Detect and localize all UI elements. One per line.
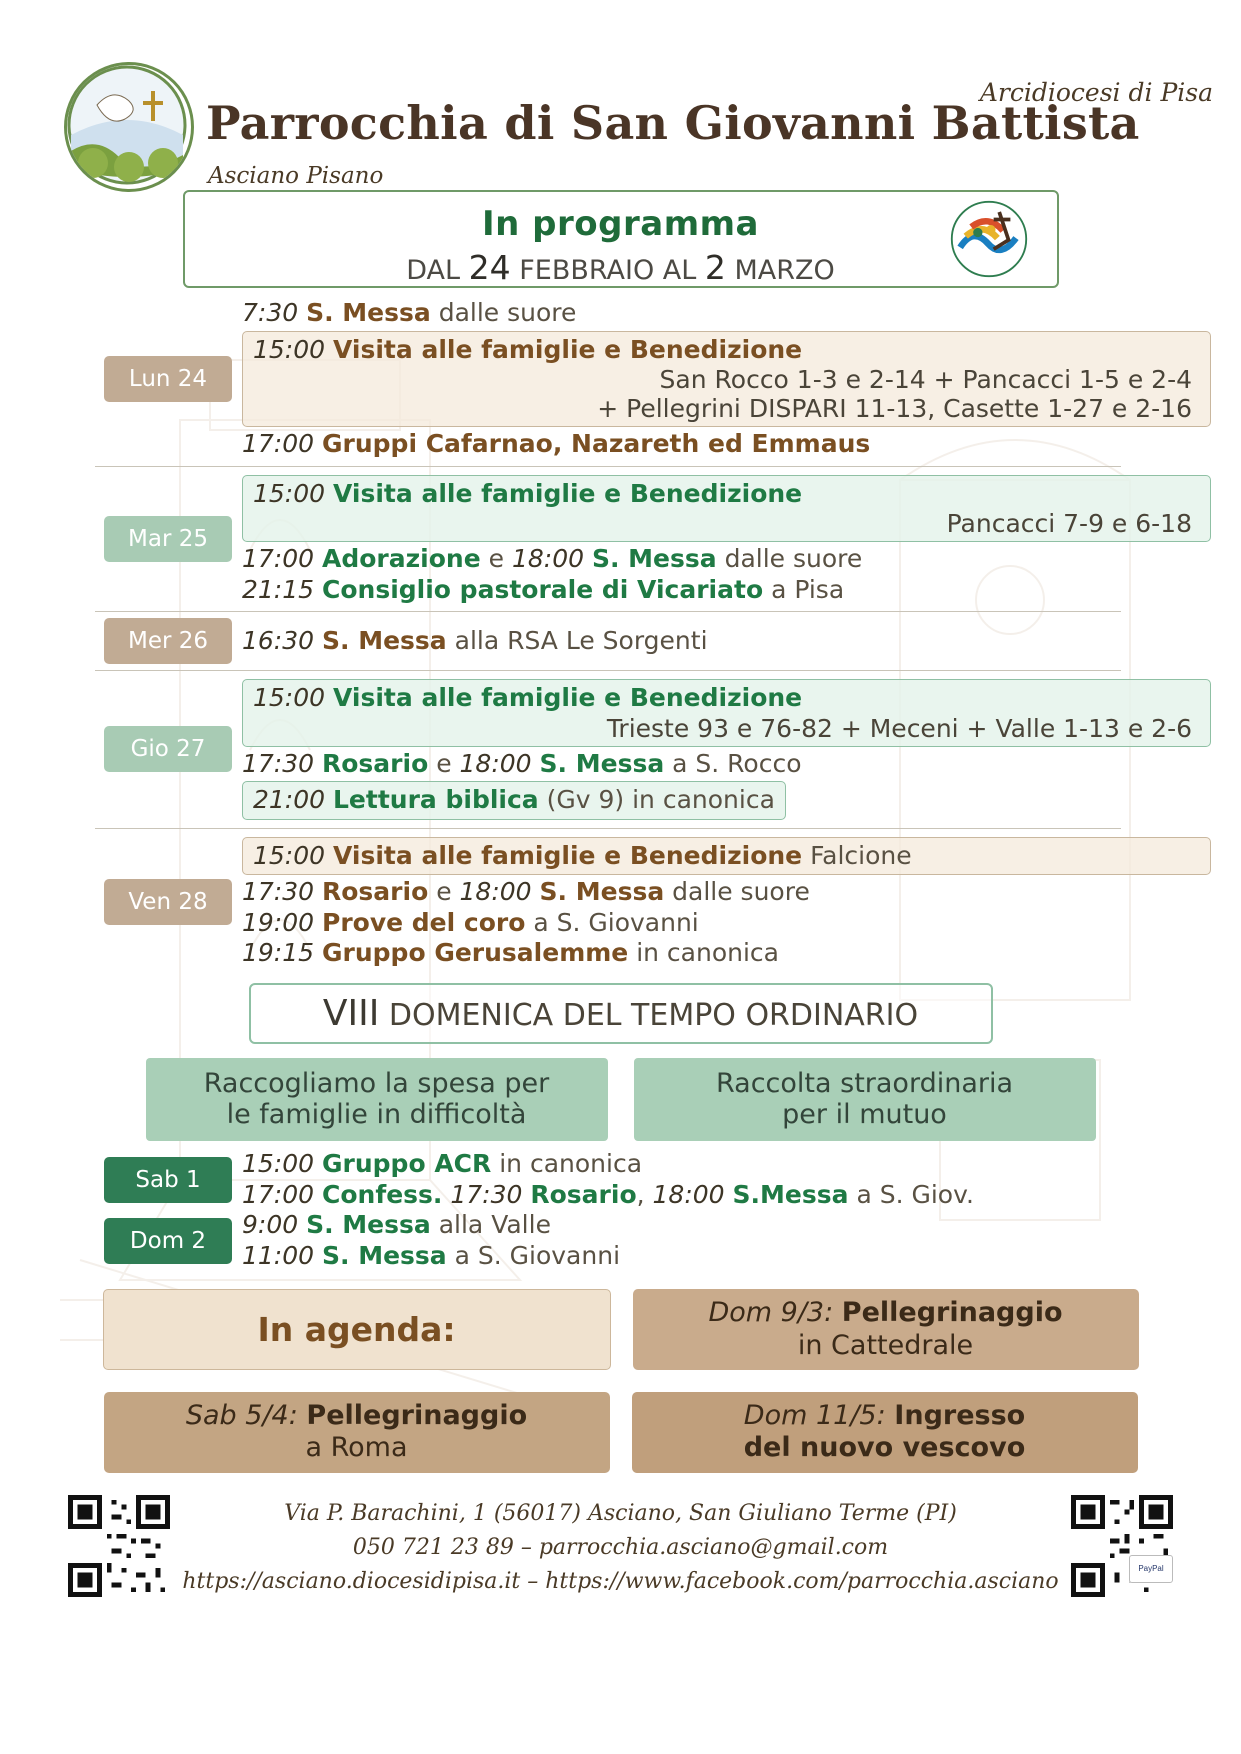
- event-title: Visita alle famiglie e Benedizione: [333, 478, 803, 508]
- footer-links[interactable]: https://asciano.diocesidipisa.it – https://www.facebook.com/parrocchia.asciano: [182, 1568, 1059, 1594]
- event-line: [242, 429, 1211, 460]
- weekly-schedule: [0, 298, 1241, 969]
- event-time: 7:30: [242, 298, 307, 327]
- day-events: [242, 626, 1241, 657]
- event-detail: in canonica: [628, 938, 779, 967]
- event-line: [242, 575, 1211, 606]
- event-time: 15:00: [242, 1149, 322, 1179]
- collection-box: [146, 1058, 608, 1142]
- agenda-item-date: Dom 9/3:: [708, 1297, 842, 1329]
- event-title: S. Messa: [322, 1240, 447, 1270]
- banner-date-range: [185, 248, 1057, 287]
- event-addresses-1: San Rocco 1-3 e 2-14 + Pancacci 1-5 e 2-4: [659, 365, 1192, 394]
- event-time: 19:15: [242, 938, 322, 967]
- day-row: [0, 1149, 1241, 1210]
- event-title: Gruppi Cafarnao, Nazareth ed Emmaus: [322, 429, 871, 458]
- event-line: [242, 544, 1211, 575]
- agenda-item-line-1: [744, 1400, 1025, 1432]
- event-detail: dalle suore: [716, 544, 863, 573]
- agenda-item-line-2: del nuovo vescovo: [743, 1432, 1026, 1464]
- event-detail: (Gv 9) in canonica: [538, 785, 775, 814]
- event-conj: e: [480, 544, 512, 573]
- range-month-1: FEBBRAIO AL: [510, 255, 705, 286]
- parish-logo-icon: [64, 62, 194, 192]
- paypal-badge: PayPal: [1129, 1555, 1173, 1583]
- day-row: [0, 677, 1241, 822]
- event-conj: e: [428, 748, 460, 778]
- jubilee-2025-logo-icon: [937, 199, 1041, 279]
- agenda-item: [104, 1392, 610, 1473]
- day-events: [242, 473, 1241, 606]
- event-line: [253, 479, 1200, 510]
- event-line: [253, 335, 1200, 366]
- day-chip: Mar 25: [104, 516, 232, 562]
- event-title: Lettura biblica: [333, 785, 539, 814]
- event-title: Gruppo Gerusalemme: [322, 938, 629, 967]
- collection-line-1: Raccolta straordinaria: [715, 1067, 1014, 1099]
- day-events: [242, 1149, 1241, 1210]
- agenda-item-line-2: in Cattedrale: [797, 1329, 974, 1361]
- agenda-item-date: Sab 5/4:: [185, 1400, 307, 1431]
- event-time: 17:00: [242, 1179, 322, 1209]
- event-time: 15:00: [253, 840, 333, 870]
- event-box: [242, 331, 1211, 428]
- page-title: Parrocchia di San Giovanni Battista: [206, 96, 1140, 150]
- day-chip: Gio 27: [104, 726, 232, 772]
- event-title-2: Rosario: [530, 1179, 637, 1209]
- event-box: [242, 837, 1211, 876]
- agenda-item-label: Pellegrinaggio: [306, 1400, 528, 1431]
- event-time-2: 17:30: [450, 1179, 531, 1209]
- range-day-1: 24: [468, 248, 511, 287]
- sunday-title-text: DOMENICA DEL TEMPO ORDINARIO: [379, 997, 919, 1033]
- agenda-item: [633, 1289, 1139, 1370]
- event-time: 21:15: [242, 574, 322, 604]
- banner-heading: In programma: [481, 204, 759, 244]
- agenda-title-box: [103, 1289, 611, 1370]
- event-box: [242, 475, 1211, 543]
- parish-location: Asciano Pisano: [208, 163, 384, 189]
- event-line: [242, 1180, 1211, 1211]
- event-line: [253, 683, 1200, 714]
- divider: [95, 670, 1121, 671]
- agenda-section: [0, 1289, 1241, 1473]
- event-conj: e: [428, 877, 460, 906]
- event-time: 15:00: [253, 478, 333, 508]
- event-time-2: 18:00: [459, 877, 540, 906]
- event-title: Gruppo ACR: [322, 1149, 492, 1179]
- range-day-2: 2: [704, 248, 726, 287]
- range-prefix: DAL: [406, 255, 469, 286]
- agenda-item-date: Dom 11/5:: [743, 1400, 895, 1431]
- event-line: [242, 298, 1211, 329]
- divider: [95, 466, 1121, 467]
- event-detail: dalle suore: [664, 877, 810, 906]
- event-title: Visita alle famiglie e Benedizione: [333, 840, 803, 870]
- qr-code-icon[interactable]: [68, 1495, 170, 1597]
- event-time: 15:00: [253, 683, 333, 712]
- divider: [95, 828, 1121, 829]
- diocese-label: Arcidiocesi di Pisa: [979, 78, 1213, 107]
- collection-line-2: le famiglie in difficoltà: [226, 1099, 527, 1131]
- agenda-item-line-1: [708, 1297, 1062, 1329]
- agenda-item: [632, 1392, 1138, 1473]
- event-title: Adorazione: [322, 544, 481, 573]
- event-detail: a S. Giov.: [848, 1179, 974, 1209]
- sunday-title-band: [249, 983, 993, 1044]
- event-line: [253, 785, 775, 816]
- event-time: 21:00: [253, 785, 333, 814]
- day-events: [242, 677, 1241, 822]
- event-detail: dalle suore: [430, 298, 577, 327]
- page-header: [0, 0, 1241, 190]
- event-box: [242, 679, 1211, 747]
- event-line: [242, 1241, 1211, 1272]
- program-banner: [183, 190, 1059, 288]
- day-events: [242, 298, 1241, 460]
- event-title-3: S.Messa: [732, 1179, 849, 1209]
- day-events: [242, 1210, 1241, 1271]
- page-footer: [0, 1489, 1241, 1639]
- event-time: 17:00: [242, 544, 322, 573]
- event-title-2: S. Messa: [539, 877, 665, 906]
- event-title: S. Messa: [306, 298, 431, 327]
- event-time: 17:30: [242, 748, 322, 778]
- event-detail: a S. Giovanni: [446, 1240, 621, 1270]
- event-detail: in canonica: [491, 1149, 643, 1179]
- event-line: [242, 908, 1211, 939]
- event-time: 16:30: [242, 625, 322, 655]
- day-row: [0, 1210, 1241, 1271]
- event-title-2: S. Messa: [591, 544, 717, 573]
- event-addresses-2: + Pellegrini DISPARI 11-13, Casette 1-27 e 2-16: [597, 394, 1192, 423]
- event-addresses-1: Trieste 93 e 76-82 + Meceni + Valle 1-13 e 2-6: [606, 713, 1192, 743]
- event-line: [242, 749, 1211, 780]
- event-detail: a S. Giovanni: [525, 907, 699, 937]
- event-line: [242, 1210, 1211, 1241]
- event-line: [253, 841, 1200, 872]
- divider: [95, 611, 1121, 612]
- event-detail: alla Valle: [430, 1210, 551, 1240]
- collections: [0, 1058, 1241, 1142]
- footer-contacts: [0, 1489, 1241, 1599]
- event-title: Rosario: [322, 748, 429, 778]
- collection-box: [634, 1058, 1096, 1142]
- agenda-item-label: Pellegrinaggio: [841, 1297, 1063, 1329]
- agenda-item-label: Ingresso: [894, 1400, 1026, 1431]
- event-title: Rosario: [322, 877, 429, 906]
- footer-contact: 050 721 23 89 – parrocchia.asciano@gmail.com: [352, 1534, 889, 1560]
- event-detail: a Pisa: [763, 574, 845, 604]
- event-time: 17:00: [242, 429, 322, 458]
- sunday-roman-numeral: VIII: [322, 992, 380, 1034]
- collection-line-1: Raccogliamo la spesa per: [203, 1067, 550, 1099]
- event-time: 19:00: [242, 907, 322, 937]
- event-detail: alla RSA Le Sorgenti: [446, 625, 708, 655]
- agenda-item-line-2: a Roma: [305, 1432, 408, 1464]
- event-title-2: S. Messa: [539, 748, 665, 778]
- day-row: [0, 835, 1241, 969]
- event-line: [242, 1149, 1211, 1180]
- day-events: [242, 835, 1241, 969]
- agenda-item-line-1: [186, 1400, 527, 1432]
- event-title: S. Messa: [306, 1210, 431, 1240]
- day-chip: Sab 1: [104, 1157, 232, 1203]
- day-chip: Ven 28: [104, 879, 232, 925]
- event-detail: a S. Rocco: [664, 748, 802, 778]
- event-title: S. Messa: [322, 625, 447, 655]
- range-month-2: MARZO: [725, 255, 835, 286]
- event-line: [242, 877, 1211, 908]
- event-title: Consiglio pastorale di Vicariato: [322, 574, 764, 604]
- event-title: Visita alle famiglie e Benedizione: [333, 683, 803, 712]
- day-row: [0, 618, 1241, 664]
- event-title: Prove del coro: [322, 907, 526, 937]
- event-title: Visita alle famiglie e Benedizione: [333, 334, 803, 364]
- event-time-3: 18:00: [652, 1179, 733, 1209]
- day-chip: Lun 24: [104, 356, 232, 402]
- weekend-schedule: [0, 1149, 1241, 1271]
- event-box: [242, 781, 786, 820]
- event-time: 15:00: [253, 334, 333, 364]
- day-row: [0, 298, 1241, 460]
- day-chip: Mer 26: [104, 618, 232, 664]
- event-sep-2: ,: [636, 1179, 653, 1209]
- collection-line-2: per il mutuo: [782, 1099, 947, 1131]
- event-time: 11:00: [242, 1240, 322, 1270]
- event-addresses-1: Pancacci 7-9 e 6-18: [946, 509, 1192, 538]
- day-row: [0, 473, 1241, 606]
- event-time-2: 18:00: [511, 544, 592, 573]
- event-line: [242, 626, 1211, 657]
- day-chip: Dom 2: [104, 1218, 232, 1264]
- footer-address: Via P. Barachini, 1 (56017) Asciano, San Giuliano Terme (PI): [284, 1500, 957, 1526]
- agenda-title: In agenda:: [257, 1310, 456, 1350]
- event-time: 17:30: [242, 877, 322, 906]
- event-time: 9:00: [242, 1210, 307, 1240]
- event-line: [242, 938, 1211, 969]
- event-title: Confess.: [322, 1179, 443, 1209]
- event-detail: Falcione: [802, 840, 912, 870]
- event-time-2: 18:00: [459, 748, 540, 778]
